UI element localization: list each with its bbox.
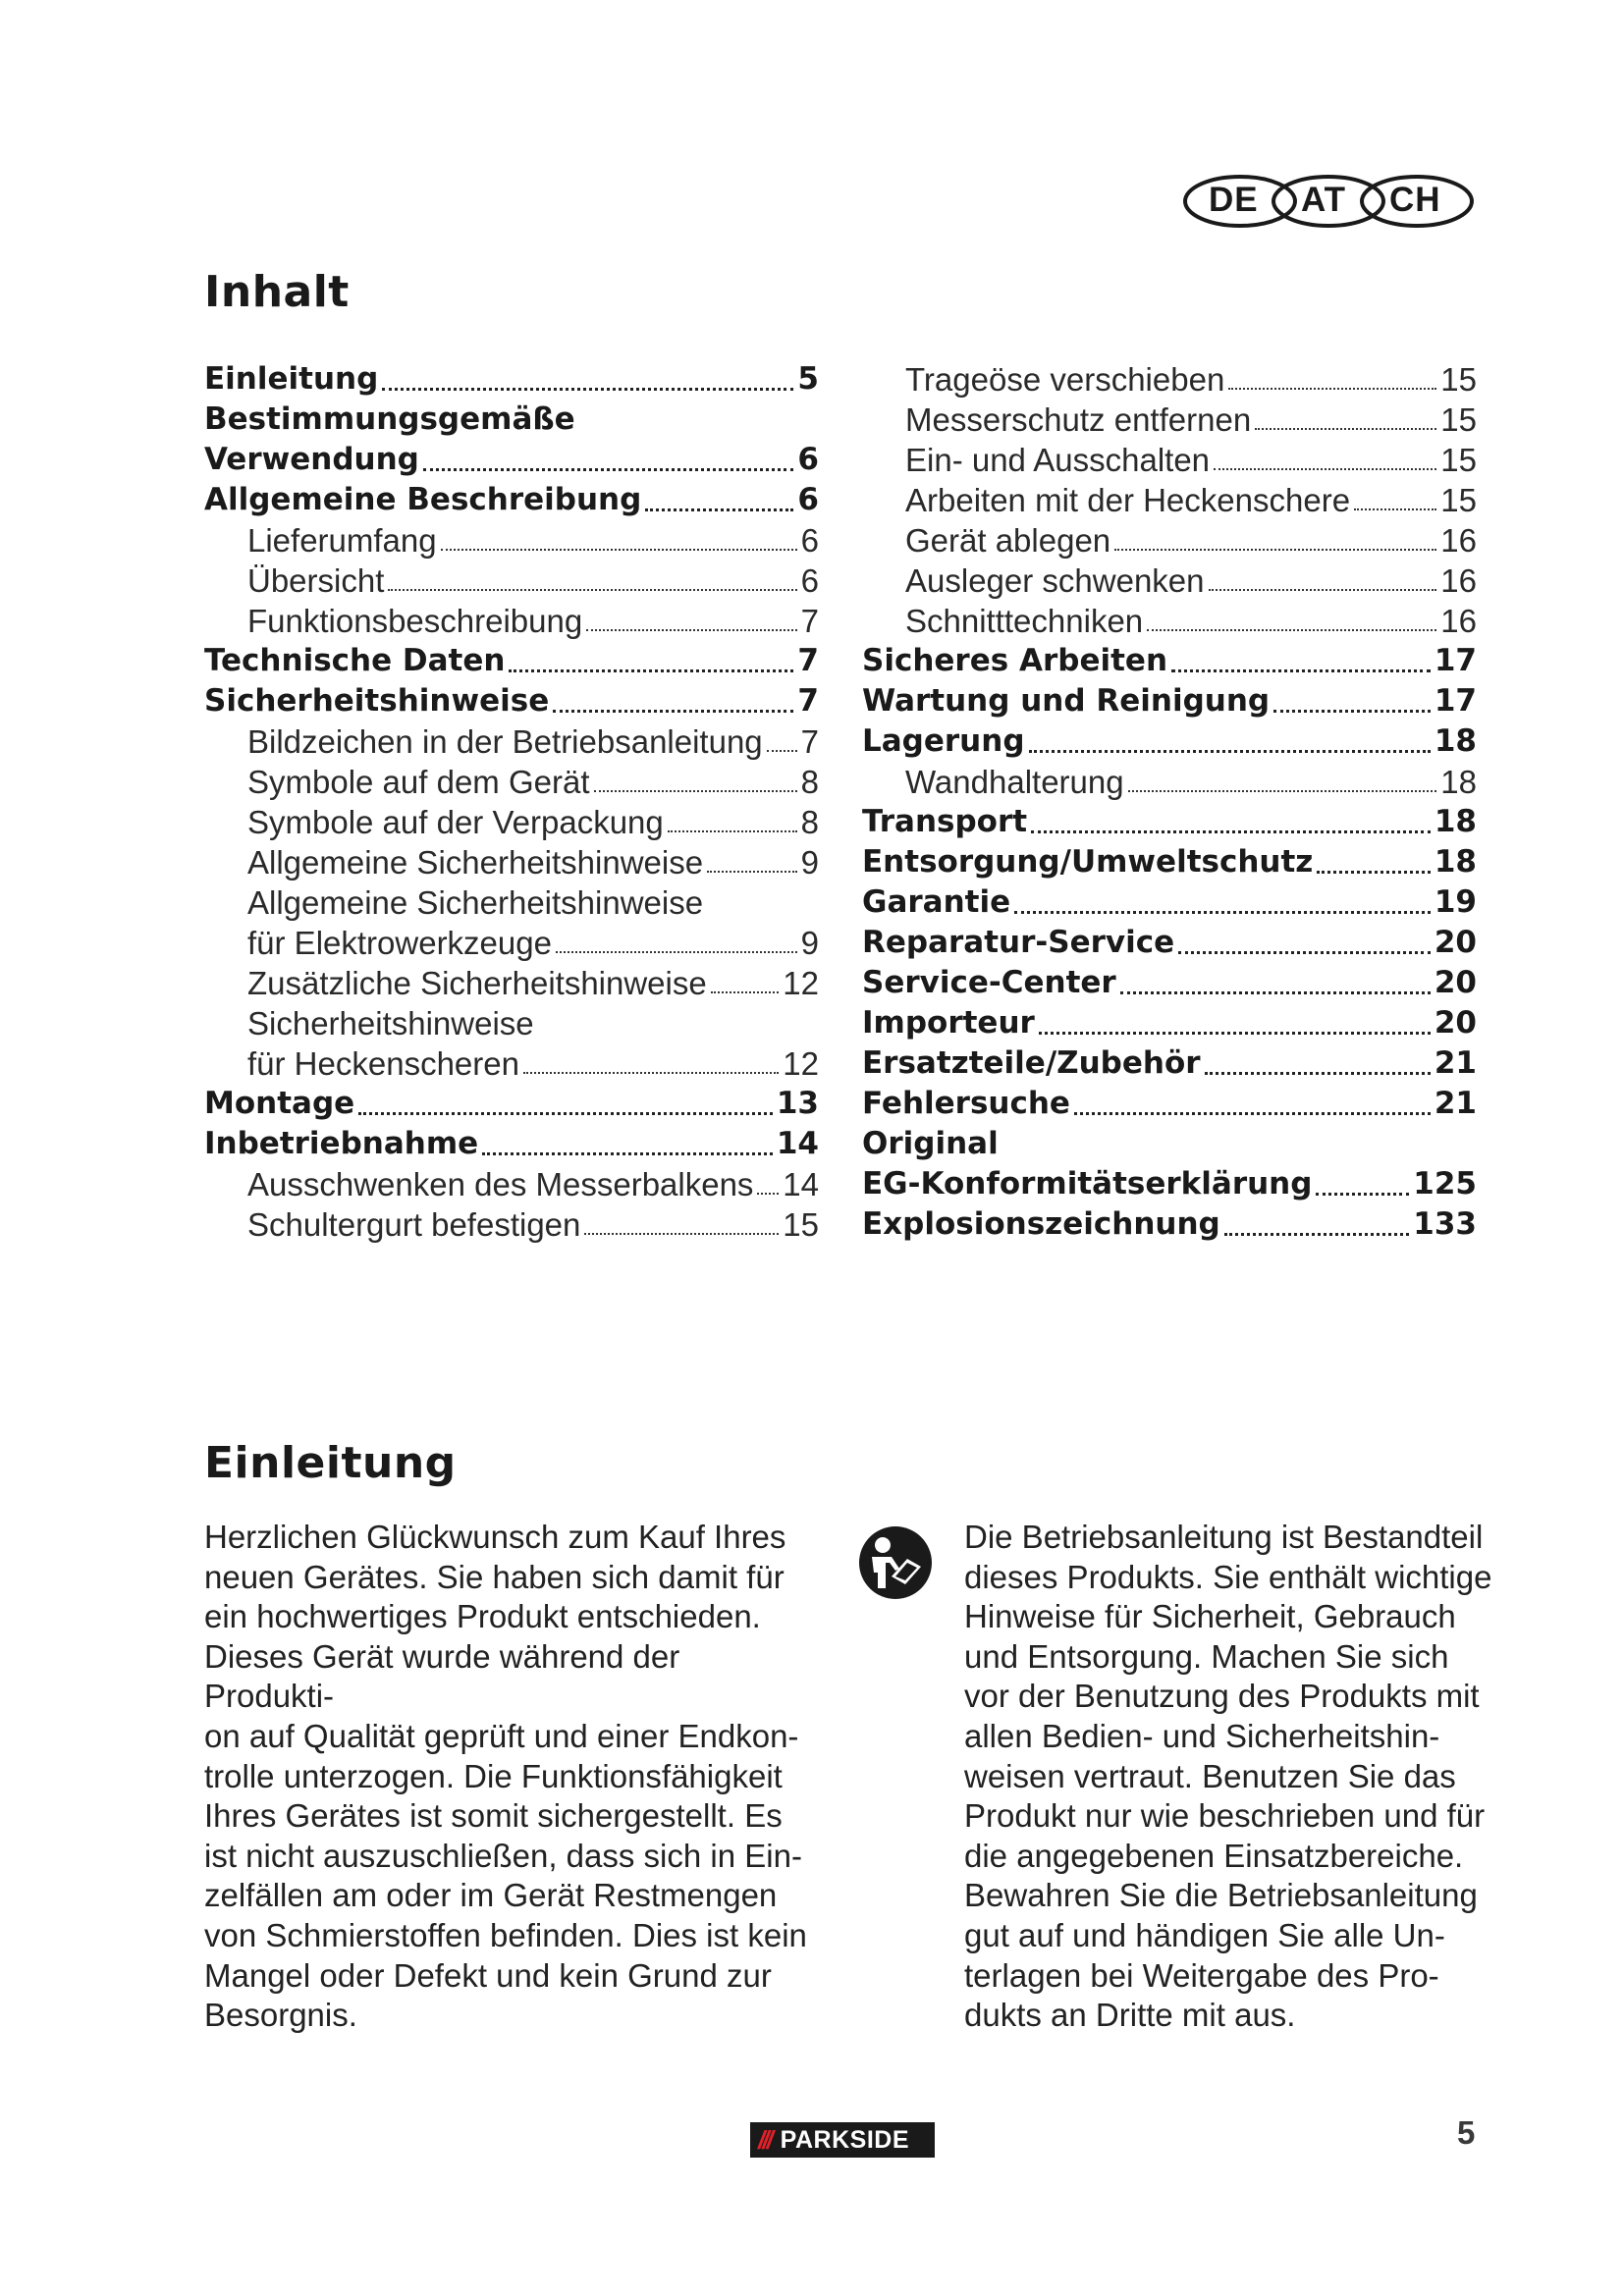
toc-entry	[862, 1084, 1477, 1124]
paragraph-line: Ihres Gerätes ist somit sichergestellt. Es	[204, 1797, 783, 1835]
toc-entry	[204, 400, 819, 440]
toc-entry-label: Explosionszeichnung	[862, 1206, 1220, 1242]
toc-dot-leader	[1209, 589, 1437, 591]
toc-entry-page: 12	[783, 1045, 819, 1082]
toc-entry-page: 7	[797, 643, 819, 678]
toc-entry-page: 8	[800, 764, 819, 800]
toc-entry-label: Lagerung	[862, 723, 1025, 759]
toc-entry	[204, 520, 819, 561]
logo-text: PARKSIDE	[780, 2125, 910, 2154]
paragraph-line: Besorgnis.	[204, 1997, 357, 2034]
toc-dot-leader	[523, 1072, 779, 1074]
paragraph-line: Die Betriebsanleitung ist Bestandteil	[964, 1519, 1484, 1555]
toc-dot-leader	[594, 790, 797, 792]
toc-dot-leader	[1178, 951, 1431, 954]
toc-entry-page: 15	[1440, 442, 1477, 478]
toc-entry-label: Inbetriebnahme	[204, 1126, 479, 1161]
toc-entry-label: Allgemeine Beschreibung	[204, 482, 642, 517]
toc-dot-leader	[1128, 790, 1437, 792]
toc-entry	[204, 480, 819, 520]
toc-entry-label: Sicheres Arbeiten	[862, 643, 1168, 678]
toc-entry-label: Gerät ablegen	[905, 522, 1111, 559]
toc-entry-page: 7	[800, 603, 819, 639]
toc-entry	[204, 923, 819, 963]
toc-entry-page: 6	[800, 522, 819, 559]
paragraph-line: weisen vertraut. Benutzen Sie das	[964, 1757, 1456, 1794]
country-code-de: DE	[1209, 181, 1259, 219]
paragraph-line: Mangel oder Defekt und kein Grund zur	[204, 1956, 772, 1994]
toc-entry-page: 19	[1434, 884, 1477, 920]
paragraph-line: trolle unterzogen. Die Funktionsfähigkeit	[204, 1757, 783, 1794]
toc-entry-page: 125	[1413, 1166, 1477, 1201]
toc-dot-leader	[1255, 428, 1436, 430]
toc-entry-label: Ausschwenken des Messerbalkens	[247, 1166, 754, 1202]
toc-entry-label: Montage	[204, 1086, 355, 1121]
toc-dot-leader	[1029, 750, 1431, 753]
toc-entry-label: Sicherheitshinweise	[204, 683, 550, 719]
toc-entry-page: 15	[1440, 401, 1477, 438]
toc-dot-leader	[482, 1152, 773, 1155]
toc-entry-label: Garantie	[862, 884, 1011, 920]
toc-entry-label: Symbole auf der Verpackung	[247, 804, 664, 840]
toc-entry	[862, 681, 1477, 721]
toc-entry-label: Bestimmungsgemäße	[204, 401, 575, 437]
toc-entry	[862, 762, 1477, 802]
paragraph-line: von Schmierstoffen befinden. Dies ist kein	[204, 1916, 807, 1953]
toc-entry	[862, 480, 1477, 520]
toc-entry-page: 18	[1434, 844, 1477, 880]
toc-dot-leader	[1171, 669, 1431, 672]
toc-entry	[862, 561, 1477, 601]
paragraph-line: neuen Gerätes. Sie haben sich damit für	[204, 1558, 785, 1595]
toc-dot-leader	[711, 991, 780, 993]
parkside-logo	[750, 2122, 935, 2158]
toc-dot-leader	[1214, 468, 1436, 470]
toc-entry-label: Wartung und Reinigung	[862, 683, 1271, 719]
toc-dot-leader	[1205, 1072, 1431, 1075]
toc-entry-page: 18	[1434, 723, 1477, 759]
paragraph-line: Bewahren Sie die Betriebsanleitung	[964, 1877, 1478, 1914]
page-number: 5	[1457, 2114, 1476, 2151]
toc-dot-leader	[1074, 1112, 1431, 1115]
toc-entry	[204, 762, 819, 802]
toc-dot-leader	[553, 710, 793, 713]
toc-entry-page: 133	[1413, 1206, 1477, 1242]
toc-entry-label: Service-Center	[862, 965, 1116, 1000]
toc-entry-page: 15	[783, 1206, 819, 1243]
logo-slashes: ///	[758, 2124, 771, 2155]
toc-entry-label: Funktionsbeschreibung	[247, 603, 583, 639]
toc-entry	[204, 802, 819, 842]
toc-entry	[862, 1164, 1477, 1204]
toc-heading: Inhalt	[204, 267, 350, 317]
paragraph-line: dukts an Dritte mit aus.	[964, 1997, 1296, 2034]
toc-entry	[204, 641, 819, 681]
toc-entry-label: für Elektrowerkzeuge	[247, 925, 552, 961]
paragraph-line: die angegebenen Einsatzbereiche.	[964, 1837, 1464, 1874]
toc-entry	[204, 1084, 819, 1124]
toc-entry-label: Allgemeine Sicherheitshinweise	[247, 884, 704, 921]
paragraph-line: dieses Produkts. Sie enthält wichtige	[964, 1558, 1492, 1595]
toc-dot-leader	[1114, 549, 1436, 551]
toc-entry-label: Ein- und Ausschalten	[905, 442, 1211, 478]
toc-entry-label: EG-Konformitätserklärung	[862, 1166, 1313, 1201]
toc-entry-page: 18	[1434, 804, 1477, 839]
toc-entry-label: Symbole auf dem Gerät	[247, 764, 590, 800]
paragraph-line: und Entsorgung. Machen Sie sich	[964, 1637, 1449, 1675]
toc-entry	[204, 359, 819, 400]
toc-entry-label: Arbeiten mit der Heckenschere	[905, 482, 1351, 518]
toc-entry-label: Technische Daten	[204, 643, 506, 678]
toc-entry-label: Lieferumfang	[247, 522, 437, 559]
toc-entry-label: für Heckenscheren	[247, 1045, 519, 1082]
paragraph-line: Hinweise für Sicherheit, Gebrauch	[964, 1598, 1456, 1635]
toc-entry	[204, 561, 819, 601]
toc-entry-label: Trageöse verschieben	[905, 361, 1225, 398]
toc-entry	[204, 1164, 819, 1204]
toc-entry-page: 20	[1434, 965, 1477, 1000]
intro-heading: Einleitung	[204, 1438, 457, 1488]
paragraph-line: Dieses Gerät wurde während der Produkti-	[204, 1637, 680, 1715]
toc-entry-page: 21	[1434, 1045, 1477, 1081]
toc-entry-page: 14	[776, 1126, 819, 1161]
toc-dot-leader	[388, 589, 796, 591]
toc-entry-label: Wandhalterung	[905, 764, 1124, 800]
toc-dot-leader	[645, 508, 793, 511]
paragraph-line: zelfällen am oder im Gerät Restmengen	[204, 1877, 778, 1914]
paragraph-line: on auf Qualität geprüft und einer Endkon-	[204, 1717, 799, 1754]
toc-entry	[862, 1204, 1477, 1245]
toc-dot-leader	[441, 549, 797, 551]
toc-entry	[862, 802, 1477, 842]
toc-dot-leader	[1273, 710, 1431, 713]
toc-entry-label: Fehlersuche	[862, 1086, 1070, 1121]
intro-left-text	[204, 1518, 813, 2036]
toc-entry	[862, 641, 1477, 681]
toc-entry-page: 17	[1434, 643, 1477, 678]
toc-entry-label: Bildzeichen in der Betriebsanleitung	[247, 723, 763, 760]
toc-dot-leader	[707, 871, 797, 873]
paragraph-line: vor der Benutzung des Produkts mit	[964, 1678, 1480, 1715]
toc-entry	[204, 1003, 819, 1043]
paragraph-line: allen Bedien- und Sicherheitshin-	[964, 1717, 1440, 1754]
toc-entry-page: 18	[1440, 764, 1477, 800]
toc-entry	[862, 520, 1477, 561]
toc-entry	[204, 601, 819, 641]
toc-entry-page: 17	[1434, 683, 1477, 719]
toc-entry-label: Messerschutz entfernen	[905, 401, 1252, 438]
toc-entry	[862, 1124, 1477, 1164]
toc-entry-page: 13	[776, 1086, 819, 1121]
toc-entry-label: Schultergurt befestigen	[247, 1206, 581, 1243]
toc-dot-leader	[556, 951, 797, 953]
toc-entry-label: Einleitung	[204, 361, 379, 397]
country-badge	[1181, 173, 1476, 230]
country-code-at: AT	[1301, 181, 1347, 219]
toc-entry	[862, 1003, 1477, 1043]
toc-dot-leader	[509, 669, 793, 672]
toc-entry-label: Ausleger schwenken	[905, 562, 1205, 599]
toc-entry	[204, 721, 819, 762]
paragraph-line: Produkt nur wie beschrieben und für	[964, 1797, 1486, 1835]
toc-right-column	[862, 359, 1477, 1245]
toc-entry	[862, 923, 1477, 963]
toc-entry-page: 16	[1440, 562, 1477, 599]
toc-entry	[862, 440, 1477, 480]
paragraph-line: ein hochwertiges Produkt entschieden.	[204, 1598, 761, 1635]
toc-entry-page: 7	[800, 723, 819, 760]
toc-entry	[204, 882, 819, 923]
paragraph-line: gut auf und händigen Sie alle Un-	[964, 1916, 1445, 1953]
toc-entry	[204, 1204, 819, 1245]
toc-entry-page: 15	[1440, 482, 1477, 518]
toc-entry-page: 16	[1440, 603, 1477, 639]
toc-entry-label: Reparatur-Service	[862, 925, 1175, 960]
paragraph-line: Herzlichen Glückwunsch zum Kauf Ihres	[204, 1519, 786, 1555]
toc-dot-leader	[1120, 991, 1431, 994]
toc-entry	[862, 963, 1477, 1003]
read-manual-icon	[856, 1523, 935, 1602]
toc-entry	[204, 842, 819, 882]
toc-dot-leader	[1228, 388, 1436, 390]
intro-right-text	[964, 1518, 1514, 2036]
toc-entry-page: 9	[800, 925, 819, 961]
toc-entry-label: Ersatzteile/Zubehör	[862, 1045, 1201, 1081]
toc-dot-leader	[1014, 911, 1431, 914]
toc-entry	[862, 721, 1477, 762]
toc-dot-leader	[584, 1233, 779, 1235]
toc-entry-page: 6	[800, 562, 819, 599]
toc-entry-page: 20	[1434, 925, 1477, 960]
paragraph-line: ist nicht auszuschließen, dass sich in Ein-	[204, 1837, 802, 1874]
toc-entry-label: Importeur	[862, 1005, 1035, 1041]
toc-entry-page: 6	[797, 482, 819, 517]
toc-dot-leader	[1039, 1032, 1431, 1035]
toc-dot-leader	[1031, 830, 1431, 833]
toc-entry-label: Transport	[862, 804, 1028, 839]
toc-entry	[204, 440, 819, 480]
toc-entry	[862, 882, 1477, 923]
toc-dot-leader	[1316, 1193, 1409, 1196]
toc-dot-leader	[382, 388, 793, 391]
toc-entry-page: 6	[797, 442, 819, 477]
toc-dot-leader	[1317, 871, 1431, 874]
toc-dot-leader	[668, 830, 797, 832]
toc-entry-label: Entsorgung/Umweltschutz	[862, 844, 1314, 880]
toc-entry	[204, 1043, 819, 1084]
toc-entry	[862, 359, 1477, 400]
paragraph-line: terlagen bei Weitergabe des Pro-	[964, 1956, 1439, 1994]
toc-entry	[862, 1043, 1477, 1084]
toc-entry	[204, 681, 819, 721]
country-code-ch: CH	[1389, 181, 1441, 219]
toc-entry-page: 21	[1434, 1086, 1477, 1121]
toc-entry-page: 9	[800, 844, 819, 881]
toc-entry-label: Verwendung	[204, 442, 419, 477]
toc-entry-label: Allgemeine Sicherheitshinweise	[247, 844, 704, 881]
toc-dot-leader	[358, 1112, 773, 1115]
toc-entry-page: 7	[797, 683, 819, 719]
toc-entry-label: Übersicht	[247, 562, 385, 599]
toc-entry-label: Zusätzliche Sicherheitshinweise	[247, 965, 707, 1001]
toc-entry-label: Schnitttechniken	[905, 603, 1144, 639]
toc-entry-page: 8	[800, 804, 819, 840]
toc-entry	[204, 1124, 819, 1164]
toc-entry-page: 14	[783, 1166, 819, 1202]
toc-entry-page: 15	[1440, 361, 1477, 398]
toc-dot-leader	[423, 468, 794, 471]
toc-entry	[862, 601, 1477, 641]
toc-entry	[862, 842, 1477, 882]
toc-entry	[204, 963, 819, 1003]
toc-dot-leader	[757, 1193, 779, 1195]
toc-entry-page: 12	[783, 965, 819, 1001]
toc-entry	[862, 400, 1477, 440]
toc-dot-leader	[767, 750, 797, 752]
toc-entry-page: 16	[1440, 522, 1477, 559]
toc-dot-leader	[586, 629, 796, 631]
toc-dot-leader	[1224, 1233, 1410, 1236]
toc-dot-leader	[1147, 629, 1436, 631]
toc-entry-label: Original	[862, 1126, 999, 1161]
toc-entry-page: 20	[1434, 1005, 1477, 1041]
toc-left-column	[204, 359, 819, 1245]
toc-entry-page: 5	[797, 361, 819, 397]
toc-dot-leader	[1354, 508, 1436, 510]
toc-entry-label: Sicherheitshinweise	[247, 1005, 534, 1041]
